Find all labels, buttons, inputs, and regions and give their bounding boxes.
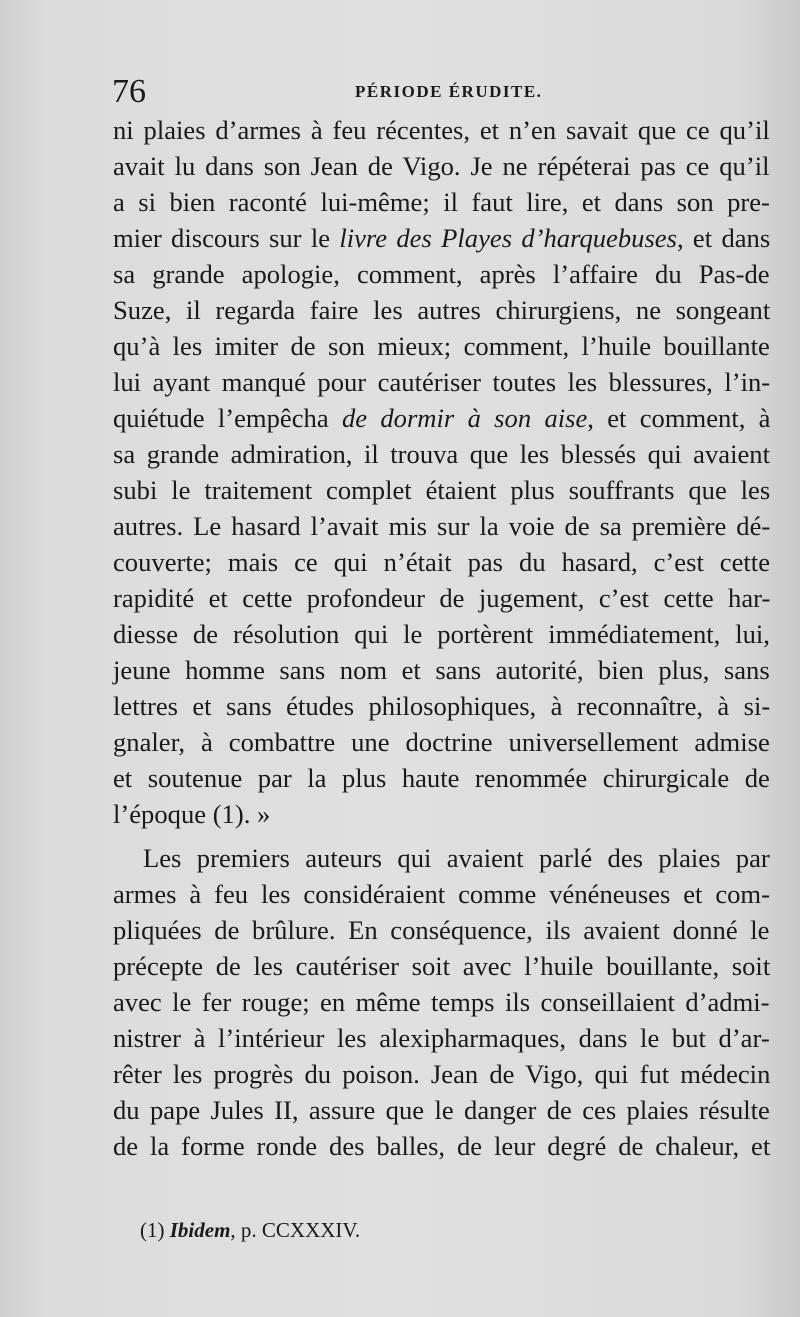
text-line: lui ayant manqué pour cautériser toutes les blessures, l’in- [113,367,771,397]
text-line: rêter les progrès du poison. Jean de Vigo, qui fut médecin [113,1059,771,1089]
text-segment: , et comment, à [587,403,771,433]
text-line: de la forme ronde des balles, de leur degré de chaleur, et [113,1131,771,1161]
text-line [113,220,770,256]
text-line: Suze, il regarda faire les autres chirurgiens, ne songeant [113,295,771,325]
book-title-italic: livre des Playes d’harquebuses [339,223,677,253]
text-line: a si bien raconté lui-même; il faut lire, et dans son pre- [113,187,770,217]
text-line: subi le traitement complet étaient plus souffrants que les [113,475,771,505]
text-line: nistrer à l’intérieur les alexipharmaques, dans le but d’ar- [113,1023,770,1053]
text-line: pliquées de brûlure. En conséquence, ils avaient donné le [113,915,770,945]
footnote-marker: (1) [140,1218,165,1242]
text-line: diesse de résolution qui le portèrent immédiatement, lui, [113,619,770,649]
text-line: sa grande admiration, il trouva que les blessés qui avaient [113,439,770,469]
text-line: autres. Le hasard l’avait mis sur la voie de sa première dé- [113,511,771,541]
footnote-page: , p. CCXXXIV. [230,1218,361,1242]
text-line: jeune homme sans nom et sans autorité, bien plus, sans [113,655,770,685]
text-line: avec le fer rouge; en même temps ils conseillaient d’admi- [113,987,770,1017]
text-line: couverte; mais ce qui n’était pas du hasard, c’est cette [113,547,770,577]
text-segment: mier discours sur le [113,223,340,253]
footnote [140,1218,360,1243]
text-line: gnaler, à combattre une doctrine universellement admise [113,727,770,757]
text-line: du pape Jules II, assure que le danger de ces plaies résulte [113,1095,770,1125]
running-title: PÉRIODE ÉRUDITE. [355,82,543,101]
text-line: avait lu dans son Jean de Vigo. Je ne répéterai pas ce qu’il [113,151,770,181]
text-line: l’époque (1). » [113,799,271,829]
text-line: ni plaies d’armes à feu récentes, et n’en savait que ce qu’il [113,115,770,145]
footnote-reference: Ibidem [169,1218,231,1242]
emphasis-italic: de dormir à son aise [341,403,588,433]
text-segment: , et dans [676,223,771,253]
text-line: qu’à les imiter de son mieux; comment, l’huile bouillante [113,331,770,361]
text-segment: quiétude l’empêcha [113,403,342,433]
text-line: rapidité et cette profondeur de jugement, c’est cette har- [113,583,771,613]
text-line: et soutenue par la plus haute renommée chirurgicale de [113,763,770,793]
page-header [112,72,752,112]
paragraph-first-line: Les premiers auteurs qui avaient parlé des plaies par [143,843,770,873]
text-line: sa grande apologie, comment, après l’affaire du Pas-de [113,259,770,289]
text-line: lettres et sans études philosophiques, à reconnaître, à si- [113,691,771,721]
text-line: armes à feu les considéraient comme vénéneuses et com- [113,879,770,909]
page-number: 76 [112,73,146,110]
text-line [113,400,770,436]
text-line: précepte de les cautériser soit avec l’huile bouillante, soit [113,951,771,981]
